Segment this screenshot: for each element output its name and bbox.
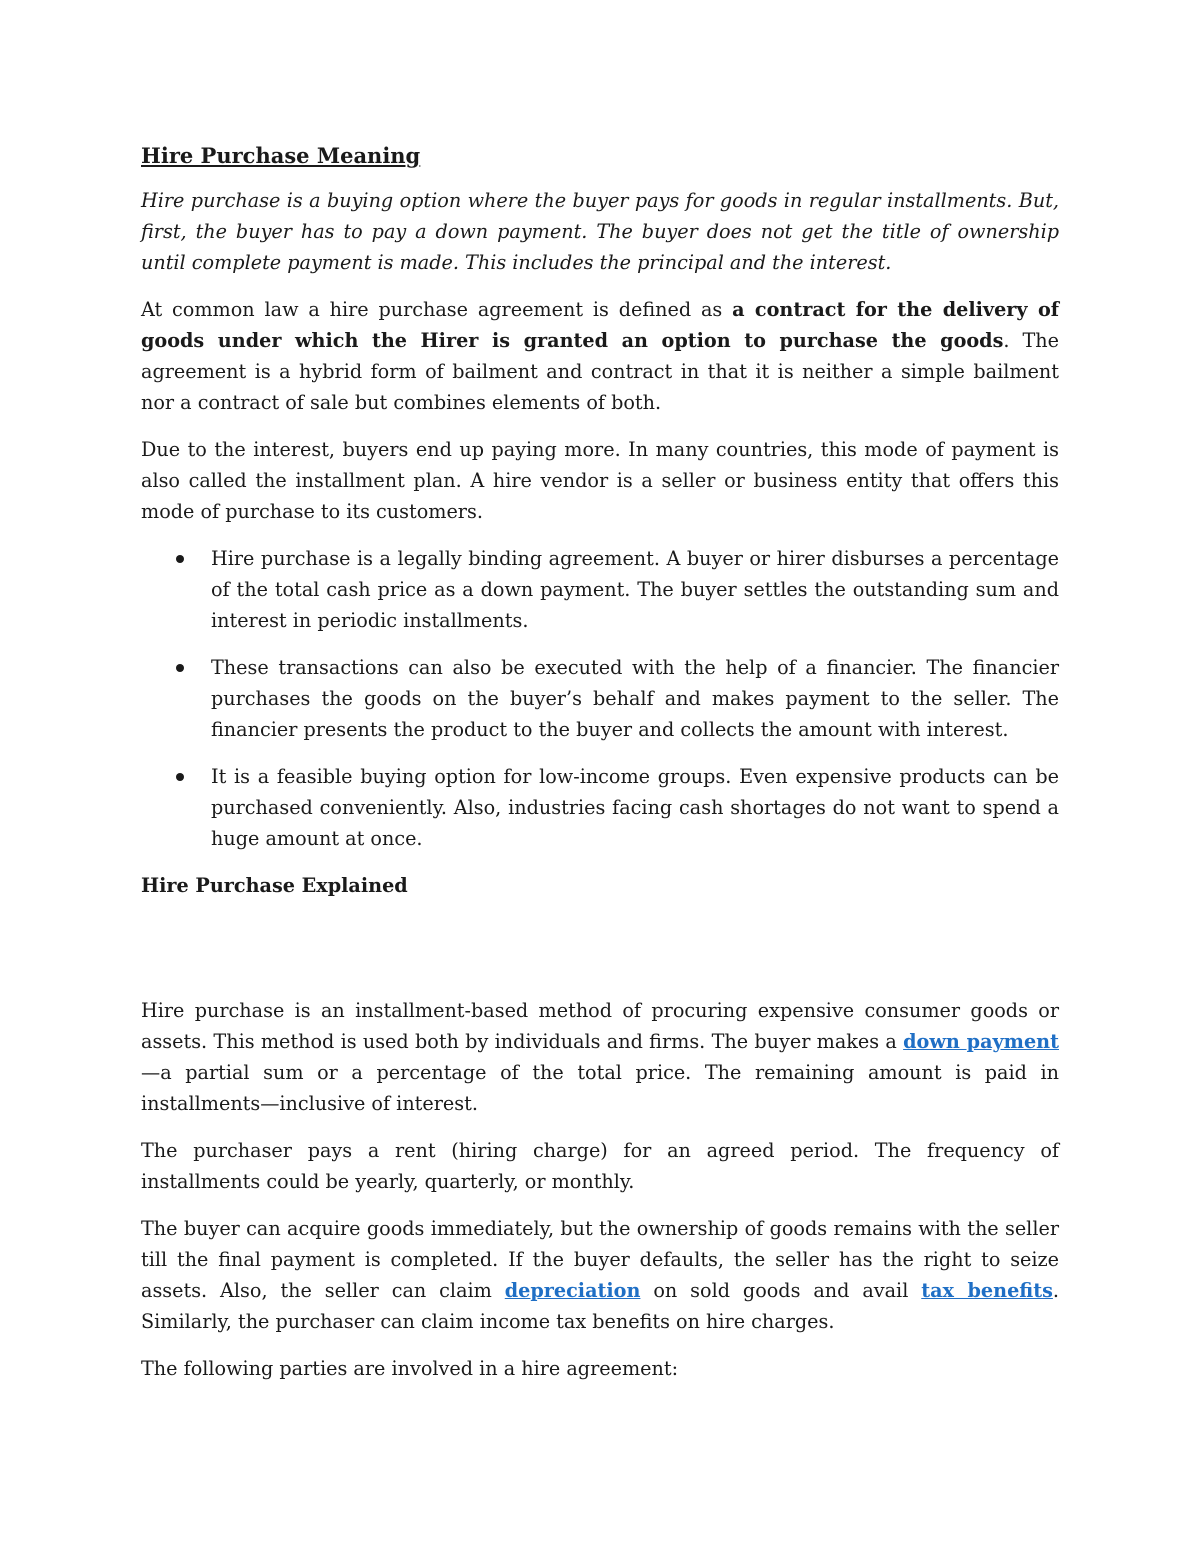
tax-benefits-link[interactable]: tax benefits bbox=[921, 1279, 1053, 1302]
bullet-icon bbox=[176, 555, 184, 563]
heading-hire-purchase-meaning: Hire Purchase Meaning bbox=[141, 143, 421, 168]
bullet-list bbox=[141, 543, 1059, 854]
list-item bbox=[141, 761, 1059, 854]
list-item bbox=[141, 652, 1059, 745]
method-text-before: Hire purchase is an installment-based method of procuring expensive consumer goods or assets. This method is used both by individuals and firms. The buyer makes a bbox=[141, 999, 1059, 1053]
depreciation-link[interactable]: depreciation bbox=[504, 1279, 641, 1302]
ownership-paragraph bbox=[141, 1213, 1059, 1337]
rent-paragraph: The purchaser pays a rent (hiring charge) for an agreed period. The frequency of installments could be yearly, quarterly, or monthly. bbox=[141, 1139, 1059, 1193]
method-text-after: —a partial sum or a percentage of the total price. The remaining amount is paid in installments—inclusive of interest. bbox=[141, 1061, 1059, 1115]
interest-paragraph: Due to the interest, buyers end up paying more. In many countries, this mode of payment is also called the installment plan. A hire vendor is a seller or business entity that offers this mode of purchase to its customers. bbox=[141, 438, 1059, 523]
ownership-text-middle: on sold goods and avail bbox=[640, 1279, 922, 1302]
list-item-text: Hire purchase is a legally binding agreement. A buyer or hirer disburses a percentage of the total cash price as a down payment. The buyer settles the outstanding sum and interest in periodic installments. bbox=[211, 547, 1059, 632]
definition-bold-text: a contract for the delivery of goods under which the Hirer is granted an option to purchase the goods bbox=[141, 298, 1059, 352]
list-item bbox=[141, 543, 1059, 636]
definition-text-before: At common law a hire purchase agreement is defined as bbox=[141, 298, 733, 321]
parties-paragraph: The following parties are involved in a hire agreement: bbox=[141, 1357, 679, 1380]
definition-text-after: . The agreement is a hybrid form of bailment and contract in that it is neither a simple bailment nor a contract of sale but combines elements of both. bbox=[141, 329, 1059, 414]
document-page bbox=[141, 140, 1059, 1400]
definition-paragraph bbox=[141, 294, 1059, 418]
bullet-icon bbox=[176, 664, 184, 672]
ownership-text-after: . Similarly, the purchaser can claim income tax benefits on hire charges. bbox=[141, 1279, 1060, 1333]
bullet-icon bbox=[176, 773, 184, 781]
list-item-text: It is a feasible buying option for low-income groups. Even expensive products can be purchased conveniently. Also, industries facing cash shortages do not want to spend a huge amount at once. bbox=[211, 765, 1059, 850]
ownership-text-before: The buyer can acquire goods immediately, but the ownership of goods remains with the seller till the final payment is completed. If the buyer defaults, the seller has the right to seize assets. Also, the seller can claim bbox=[141, 1217, 1059, 1302]
intro-paragraph: Hire purchase is a buying option where the buyer pays for goods in regular installments. But, first, the buyer has to pay a down payment. The buyer does not get the title of ownership until complete payment is made. This includes the principal and the interest. bbox=[141, 189, 1059, 274]
heading-hire-purchase-explained: Hire Purchase Explained bbox=[141, 874, 408, 897]
down-payment-link[interactable]: down payment bbox=[903, 1030, 1059, 1053]
method-paragraph bbox=[141, 995, 1059, 1119]
list-item-text: These transactions can also be executed with the help of a financier. The financier purchases the goods on the buyer’s behalf and makes payment to the seller. The financier presents the product to the buyer and collects the amount with interest. bbox=[211, 656, 1059, 741]
